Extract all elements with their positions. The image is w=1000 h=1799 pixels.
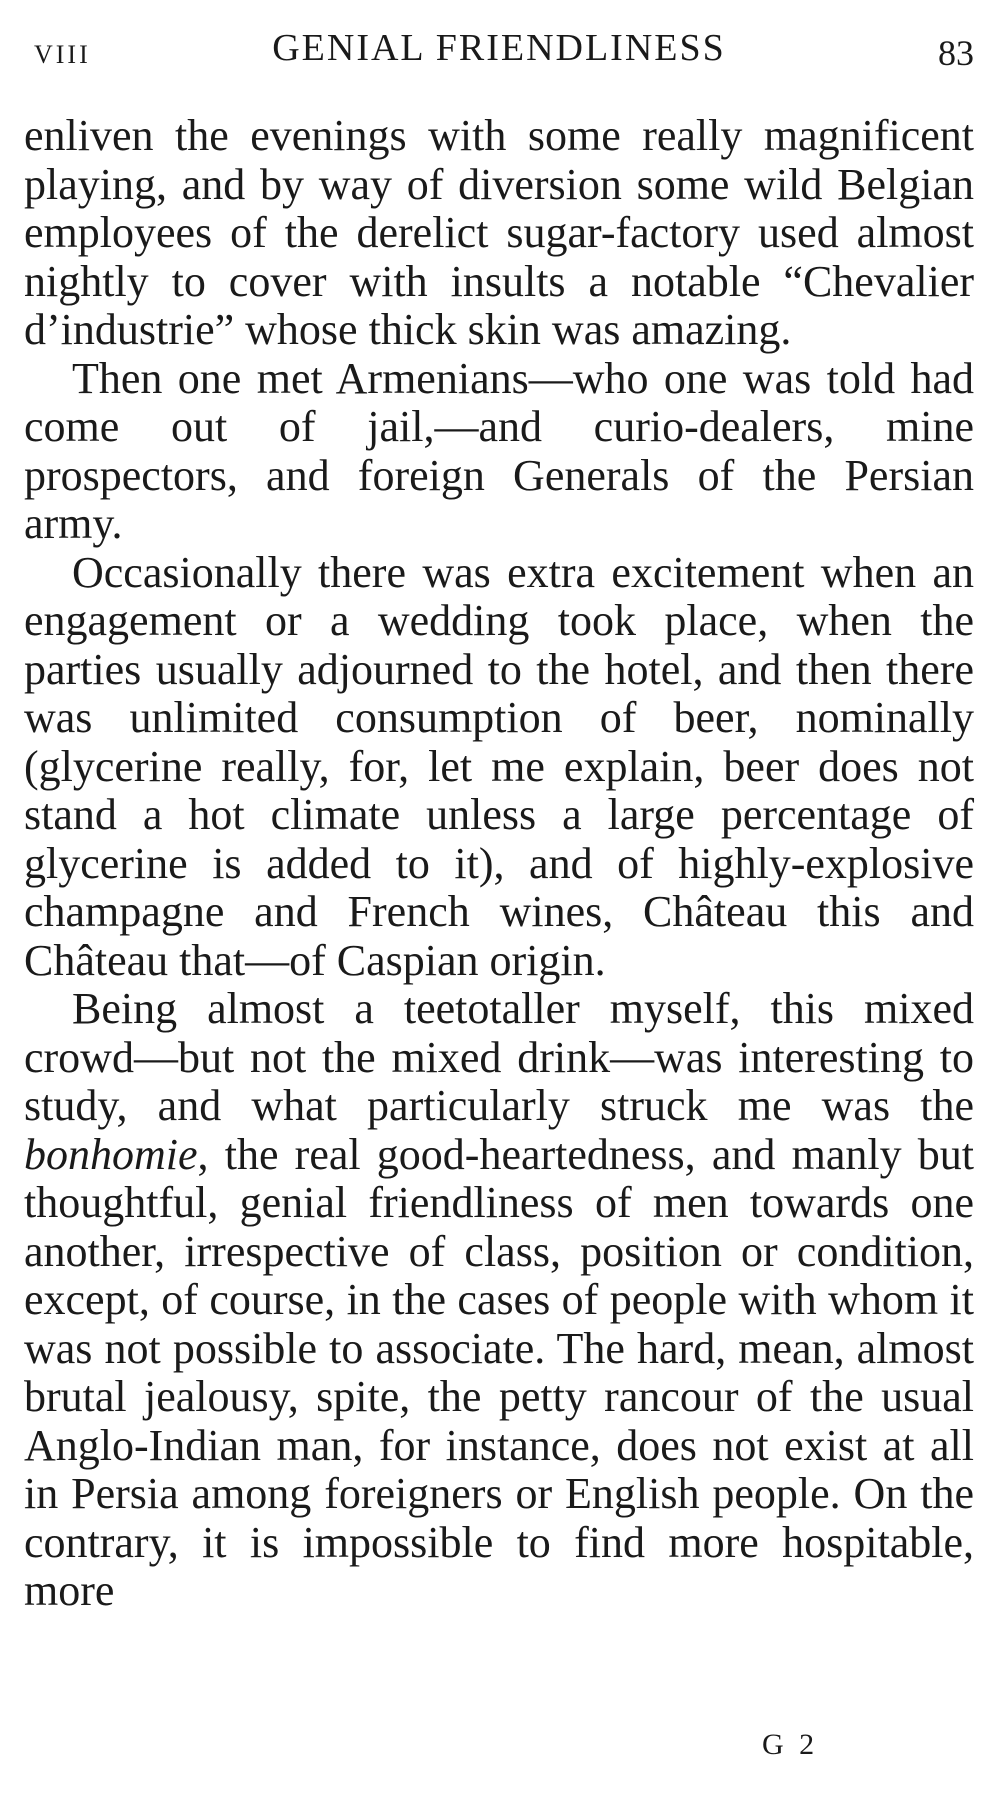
running-title: GENIAL FRIENDLINESS — [272, 27, 726, 69]
paragraph-continued: enliven the evenings with some really magnificent playing, and by way of diversion some wild Belgian employees of the derelict sugar-factory used almost nightly to cover with insults a notable “Chevalier d’industrie” whose thick skin was amazing. — [24, 111, 974, 354]
chapter-number: VIII — [34, 40, 91, 69]
page-number: 83 — [938, 33, 974, 73]
body-text — [24, 112, 974, 1616]
running-head — [24, 18, 974, 78]
paragraph-text-before: Being almost a teetotaller myself, this mixed crowd—but not the mixed drink—was interesting to study, and what particularly struck me was the — [24, 984, 974, 1130]
paragraph-armenians: Then one met Armenians—who one was told had come out of jail,—and curio-dealers, mine prospectors, and foreign Generals of the Persian army. — [24, 353, 974, 548]
signature-mark: G 2 — [762, 1728, 819, 1761]
paragraph-celebrations: Occasionally there was extra excitement when an engagement or a wedding took place, when the parties usually adjourned to the hotel, and then there was unlimited consumption of beer, nominally (glycerine really, for, let me explain, beer does not stand a hot climate unless a large percentage of glycerine is added to it), and of highly-explosive champagne and French wines, Château this and Château that—of Caspian origin. — [24, 547, 974, 985]
italic-bonhomie: bonhomie — [24, 1129, 198, 1179]
paragraph-text-after: , the real good-heartedness, and manly but thoughtful, genial friendliness of men towards one another, irrespective of class, position or condition, except, of course, in the cases of people with whom it was not possible to associate. The hard, mean, almost brutal jealousy, spite, the petty rancour of the usual Anglo-Indian man, for instance, does not exist at all in Persia among foreigners or English people. On the contrary, it is impossible to find more hospitable, more — [24, 1129, 974, 1615]
paragraph-friendliness — [24, 985, 974, 1616]
